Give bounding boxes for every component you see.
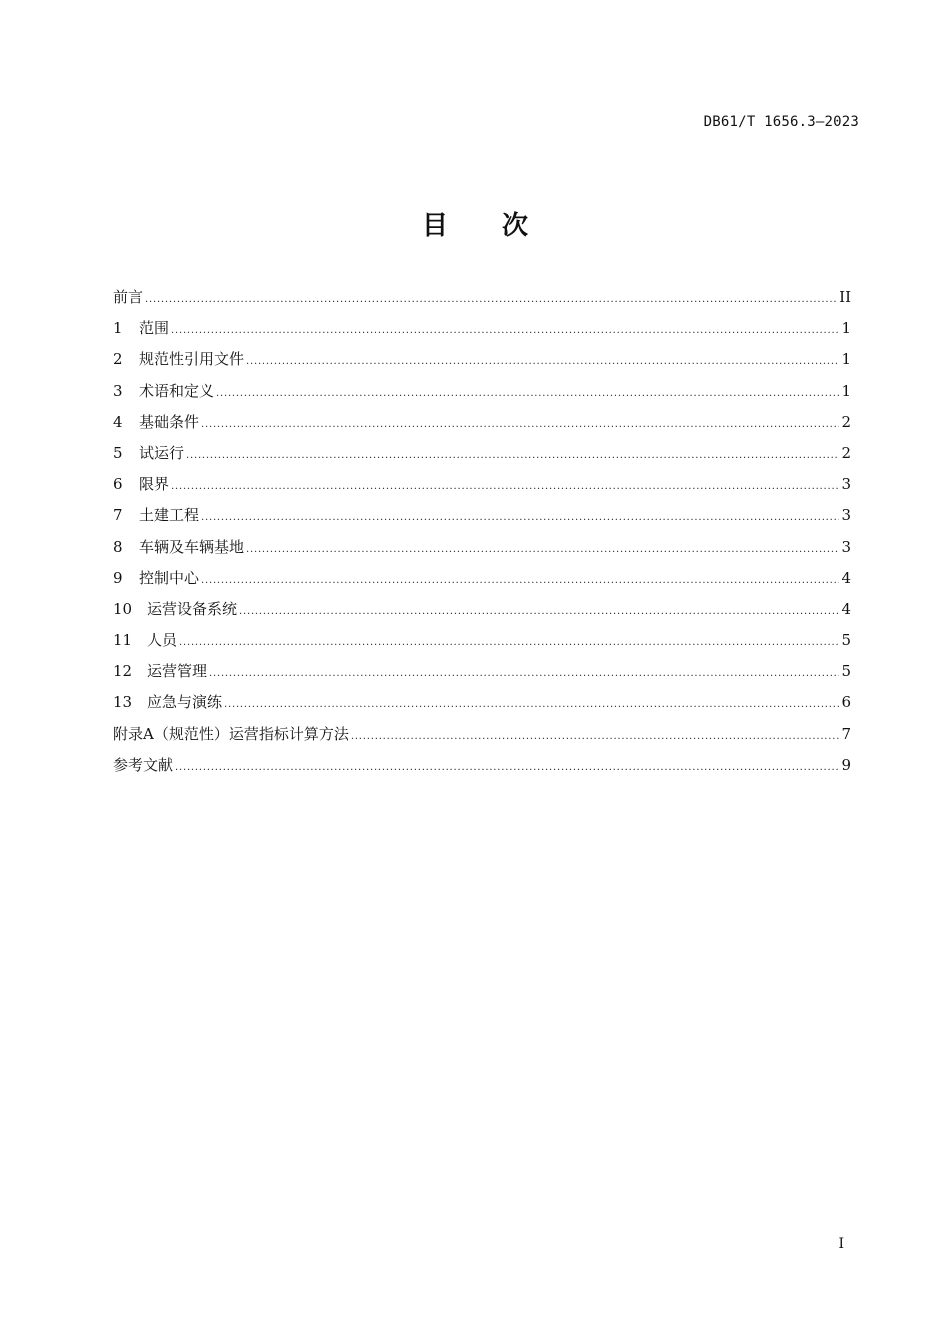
toc-leader xyxy=(246,356,839,367)
toc-entry-text: 附录A（规范性）运营指标计算方法 xyxy=(113,724,349,743)
toc-entry-page: 3 xyxy=(841,537,851,556)
toc-entry-page: 7 xyxy=(841,724,851,743)
toc-entry-text: 限界 xyxy=(139,475,170,494)
toc-entry-5[interactable] xyxy=(113,442,851,473)
toc-leader xyxy=(201,512,839,523)
toc-entry-number: 8 xyxy=(113,537,123,556)
toc-entry-page: 1 xyxy=(841,319,851,338)
toc-entry-text: 前言 xyxy=(113,288,144,306)
toc-entry-number: 13 xyxy=(113,693,133,712)
toc-entry-page: 1 xyxy=(841,381,851,400)
toc-entry-text: 土建工程 xyxy=(139,506,200,525)
toc-entry-2[interactable] xyxy=(113,348,851,379)
toc-entry-8[interactable] xyxy=(113,536,851,567)
toc-leader xyxy=(209,668,839,679)
toc-entry-page: II xyxy=(839,288,851,306)
toc-leader xyxy=(171,481,839,492)
toc-entry-6[interactable] xyxy=(113,473,851,504)
toc-entry-text: 参考文献 xyxy=(113,755,174,774)
toc-leader xyxy=(145,294,837,305)
toc-entry-number: 6 xyxy=(113,475,123,494)
toc-entry-page: 4 xyxy=(841,599,851,618)
toc-entry-number: 7 xyxy=(113,506,123,525)
toc-entry-number: 10 xyxy=(113,599,133,618)
toc-entry-number: 2 xyxy=(113,350,123,369)
toc-entry-number: 9 xyxy=(113,568,123,587)
toc-leader xyxy=(224,699,839,710)
toc-entry-number: 5 xyxy=(113,443,123,462)
toc-leader xyxy=(216,388,839,399)
toc-leader xyxy=(239,606,839,617)
toc-entry-text: 试运行 xyxy=(139,443,185,462)
toc-leader xyxy=(201,575,839,586)
toc-leader xyxy=(201,419,839,430)
toc-entry-10[interactable] xyxy=(113,598,851,629)
toc-entry-12[interactable] xyxy=(113,660,851,691)
document-code: DB61/T 1656.3—2023 xyxy=(703,114,859,130)
toc-entry-7[interactable] xyxy=(113,504,851,535)
toc-entry-number: 1 xyxy=(113,319,123,338)
toc-entry-3[interactable] xyxy=(113,380,851,411)
toc-leader xyxy=(246,544,839,555)
toc-entry-text: 规范性引用文件 xyxy=(139,350,245,369)
toc-entry-number: 12 xyxy=(113,662,133,681)
toc-entry-text: 人员 xyxy=(147,631,178,650)
toc-entry-page: 3 xyxy=(841,506,851,525)
toc-entry-text: 范围 xyxy=(139,319,170,338)
toc-entry-page: 5 xyxy=(841,631,851,650)
toc-entry-text: 车辆及车辆基地 xyxy=(139,537,245,556)
toc-entry-11[interactable] xyxy=(113,629,851,660)
table-of-contents xyxy=(113,286,851,785)
toc-entry-page: 9 xyxy=(841,755,851,774)
toc-entry-text: 运营管理 xyxy=(147,662,208,681)
toc-leader xyxy=(175,762,839,773)
toc-leader xyxy=(171,325,839,336)
toc-entry-page: 2 xyxy=(841,412,851,431)
toc-entry-text: 应急与演练 xyxy=(147,693,223,712)
toc-entry-number: 3 xyxy=(113,381,123,400)
toc-entry-appendix-a[interactable] xyxy=(113,723,851,754)
page-title xyxy=(0,205,950,242)
toc-entry-1[interactable] xyxy=(113,317,851,348)
page-number: I xyxy=(838,1236,844,1252)
toc-entry-number: 11 xyxy=(113,631,133,650)
toc-entry-page: 4 xyxy=(841,568,851,587)
toc-entry-text: 运营设备系统 xyxy=(147,599,238,618)
toc-leader xyxy=(179,637,839,648)
page-title-left: 目 xyxy=(421,211,448,241)
toc-leader xyxy=(186,450,839,461)
page-title-right: 次 xyxy=(502,211,529,241)
toc-entry-preface[interactable] xyxy=(113,286,851,317)
toc-entry-page: 3 xyxy=(841,475,851,494)
toc-entry-text: 术语和定义 xyxy=(139,381,215,400)
toc-leader xyxy=(351,731,840,742)
toc-entry-page: 5 xyxy=(841,662,851,681)
toc-entry-page: 6 xyxy=(841,693,851,712)
toc-entry-9[interactable] xyxy=(113,567,851,598)
toc-entry-text: 基础条件 xyxy=(139,412,200,431)
toc-entry-page: 1 xyxy=(841,350,851,369)
toc-entry-13[interactable] xyxy=(113,691,851,722)
toc-entry-references[interactable] xyxy=(113,754,851,785)
toc-entry-number: 4 xyxy=(113,412,123,431)
toc-entry-page: 2 xyxy=(841,443,851,462)
toc-entry-4[interactable] xyxy=(113,411,851,442)
toc-entry-text: 控制中心 xyxy=(139,568,200,587)
